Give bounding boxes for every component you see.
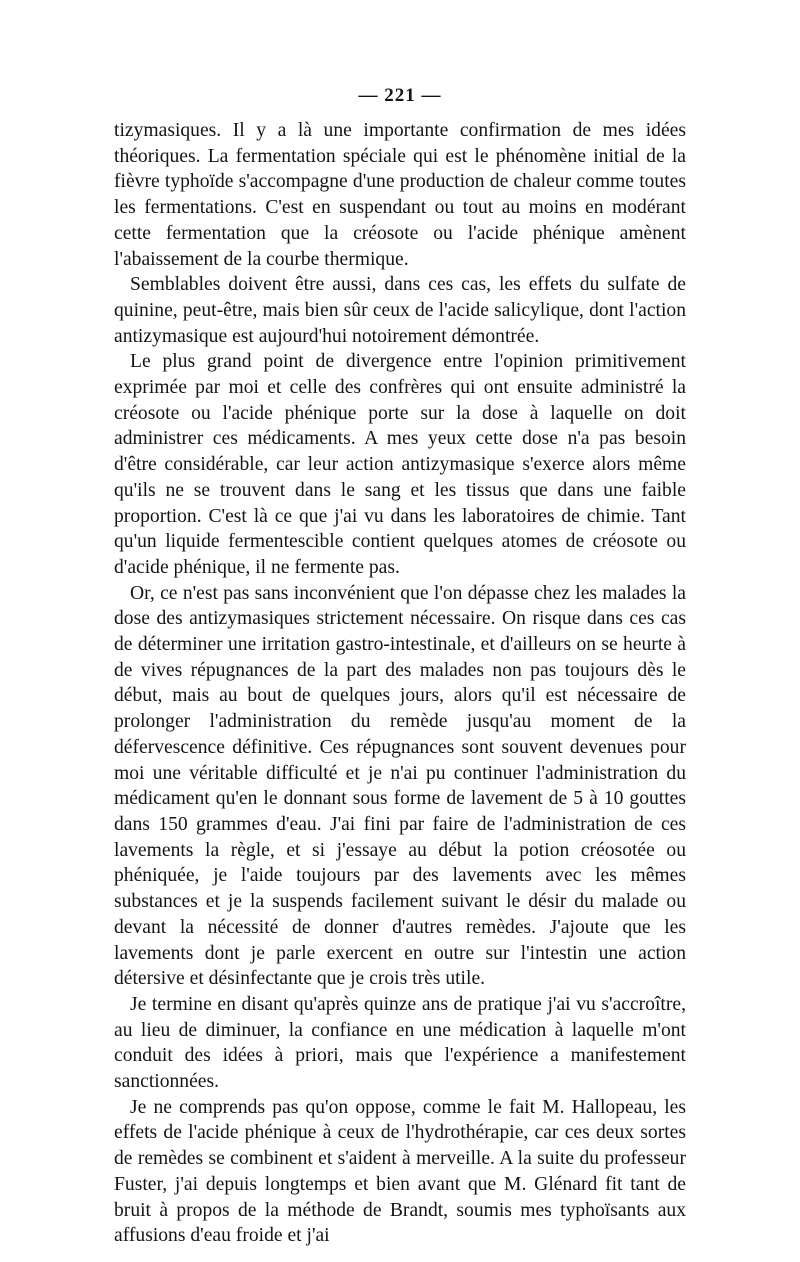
page-number: — 221 — [358, 85, 442, 106]
paragraph-hydrotherapy: Je ne comprends pas qu'on oppose, comme le fait M. Hallopeau, les effets de l'acide phénique à ceux de l'hydrothérapie, car ces deux sortes de remèdes se combinent et s'aident à merveille. A la suite du professeur Fuster, j'ai depuis longtemps et bien avant que M. Glénard fit tant de bruit à propos de la méthode de Brandt, soumis mes typhoïsants aux affusions d'eau froide et j'ai [114, 1096, 686, 1247]
paragraph-dosage: Or, ce n'est pas sans inconvénient que l'on dépasse chez les malades la dose des antizymasiques strictement nécessaire. On risque dans ces cas de déterminer une irritation gastro-intestinale, et d'ailleurs on se heurte à de vives répugnances de la part des malades non pas toujours dès le début, mais au bout de quelques jours, alors qu'il est nécessaire de prolonger l'administration du remède jusqu'au moment de la défervescence définitive. Ces répugnances sont souvent devenues pour moi une véritable difficulté et je n'ai pu continuer l'administration du médicament qu'en le donnant sous forme de lavement de 5 à 10 gouttes dans 150 grammes d'eau. J'ai fini par faire de l'administration de ces lavements la règle, et si j'essaye au début la potion créosotée ou phéniquée, je l'aide toujours par des lavements avec les mêmes substances et je la suspends facilement suivant le désir du malade ou devant la nécessité de donner d'autres remèdes. J'ajoute que les lavements dont je parle exercent en outre sur l'intestin une action détersive et désinfectante que je crois très utile. [114, 582, 686, 990]
paragraph-conclusion: Je termine en disant qu'après quinze ans de pratique j'ai vu s'accroître, au lieu de diminuer, la confiance en une médication à laquelle m'ont conduit des idées à priori, mais que l'expérience a manifestement sanctionnées. [114, 993, 686, 1093]
paragraph-quinine: Semblables doivent être aussi, dans ces cas, les effets du sulfate de quinine, peut-être, mais bien sûr ceux de l'acide salicylique, dont l'action antizymasique est aujourd'hui notoirement démontrée. [114, 274, 686, 347]
paragraph-continuation: tizymasiques. Il y a là une importante confirmation de mes idées théoriques. La fermentation spéciale qui est le phénomène initial de la fièvre typhoïde s'accompagne d'une production de chaleur comme toutes les fermentations. C'est en suspendant ou tout au moins en modérant cette fermentation que la créosote ou l'acide phénique amènent l'abaissement de la courbe thermique. [114, 120, 686, 270]
paragraph-divergence: Le plus grand point de divergence entre l'opinion primitivement exprimée par moi et celle des confrères qui ont ensuite administré la créosote ou l'acide phénique porte sur la dose à laquelle on doit administrer ces médicaments. A mes yeux cette dose n'a pas besoin d'être considérable, car leur action antizymasique s'exerce alors même qu'ils ne se trouvent dans le sang et les tissus que dans une faible proportion. C'est là ce que j'ai vu dans les laboratoires de chimie. Tant qu'un liquide fermentescible contient quelques atomes de créosote ou d'acide phénique, il ne fermente pas. [114, 351, 686, 578]
book-page [114, 84, 686, 1249]
